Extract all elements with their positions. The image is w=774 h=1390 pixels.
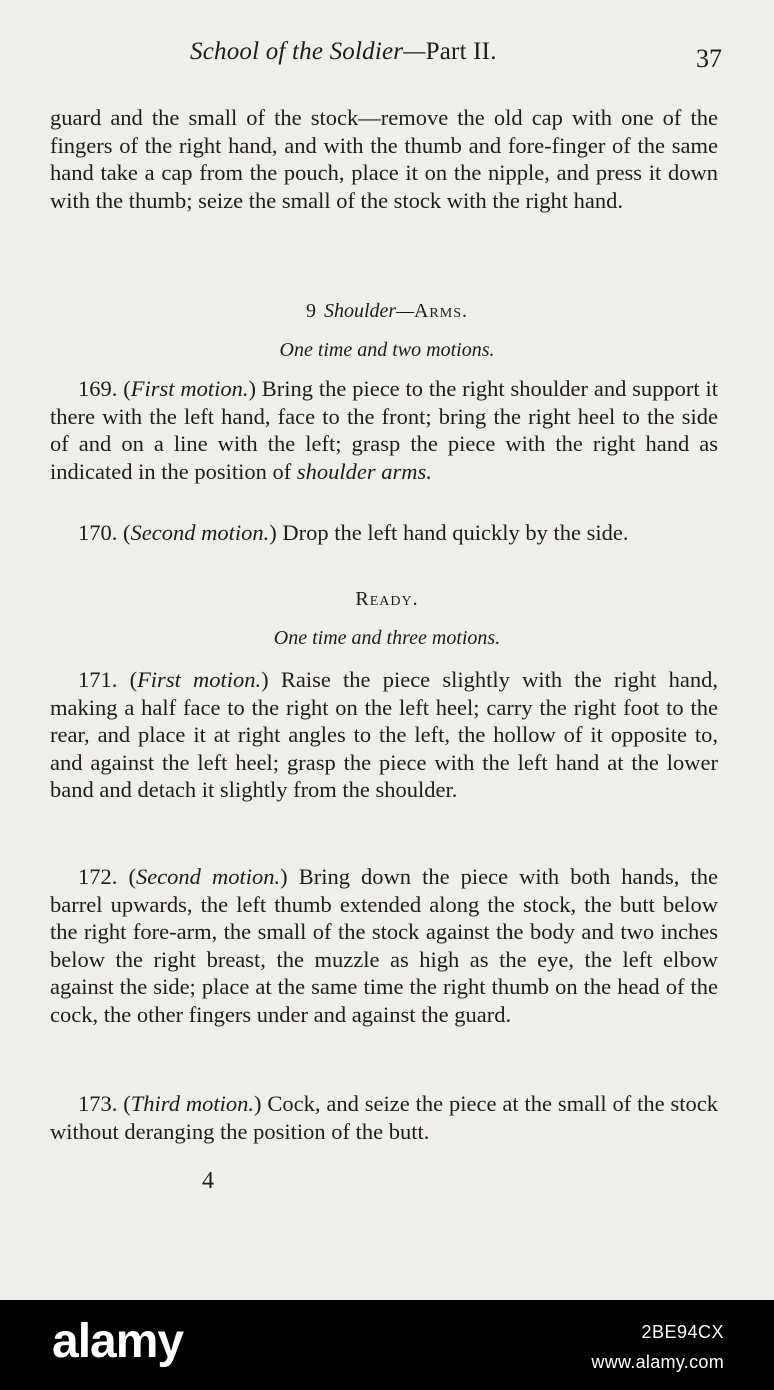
paragraph-number: 171. ( <box>78 667 138 692</box>
paragraph-170 <box>50 519 718 547</box>
image-id: 2BE94CX <box>641 1322 724 1342</box>
paragraph-text: ) Cock, and seize the piece at the small of the stock without deranging the position of the butt. <box>50 1091 719 1144</box>
paragraph-number: 170. ( <box>78 520 131 545</box>
running-head-title: School of the Soldier— <box>190 38 426 65</box>
section-subheading-shoulder: One time and two motions. <box>279 339 495 361</box>
section-subheading-ready: One time and three motions. <box>273 627 501 649</box>
paragraph-text: ) Drop the left hand quickly by the side. <box>269 520 629 545</box>
section-title-smallcaps: Ready. <box>355 588 419 610</box>
signature-mark: 4 <box>202 1168 214 1194</box>
emphasis: shoulder arms. <box>296 458 432 484</box>
motion-label: First motion. <box>130 376 249 401</box>
section-title-italic: Shoulder— <box>323 300 414 322</box>
paragraph-text: ) Bring down the piece with both hands, the barrel upwards, the left thumb extended along the stock, the butt below the right fore-arm, the small of the stock against the body and two inches below the right breast, the muzzle as high as the eye, the left elbow against the side; place at the same time the right thumb on the head of the cock, the other fingers under and against the guard. <box>50 864 718 1027</box>
motion-label: Third motion. <box>130 1091 254 1116</box>
paragraph-169 <box>50 375 718 485</box>
motion-label: Second motion. <box>135 864 281 889</box>
running-head-part: Part II. <box>425 38 497 65</box>
paragraph-171 <box>50 666 718 804</box>
motion-label: Second motion. <box>130 520 270 545</box>
watermark-footer <box>0 1300 774 1390</box>
section-title-smallcaps: Arms. <box>413 300 468 322</box>
section-heading-shoulder-arms <box>0 300 774 323</box>
paragraph-top: guard and the small of the stock—remove the old cap with one of the fingers of the right hand, and with the thumb and fore-finger of the same hand take a cap from the pouch, place it on the nipple, and press it down with the thumb; seize the small of the stock with the right hand. <box>50 105 718 213</box>
running-head <box>190 38 497 66</box>
paragraph-text: ) Raise the piece slightly with the right hand, making a half face to the right on the left heel; carry the right foot to the rear, and place it at right angles to the left, the hollow of it opposite to, and against the left heel; grasp the piece with the left hand at the lower band and detach it slightly from the shoulder. <box>50 667 718 802</box>
paragraph-number: 172. ( <box>78 864 136 889</box>
paragraph-172 <box>50 863 718 1028</box>
paragraph-173 <box>50 1090 718 1145</box>
section-heading-ready <box>0 588 774 611</box>
section-number: 9 <box>305 300 316 322</box>
site-url: www.alamy.com <box>591 1352 724 1372</box>
paragraph-text: ) Bring the piece to the right shoulder and support it there with the left hand, face to the front; bring the right heel to the side of and on a line with the left; grasp the piece with the right hand as indicated in the position of <box>50 376 719 484</box>
motion-label: First motion. <box>137 667 262 692</box>
page-number: 37 <box>696 44 722 73</box>
paragraph-number: 169. ( <box>78 376 131 401</box>
paragraph-number: 173. ( <box>78 1091 131 1116</box>
alamy-logo: alamy <box>52 1315 184 1368</box>
